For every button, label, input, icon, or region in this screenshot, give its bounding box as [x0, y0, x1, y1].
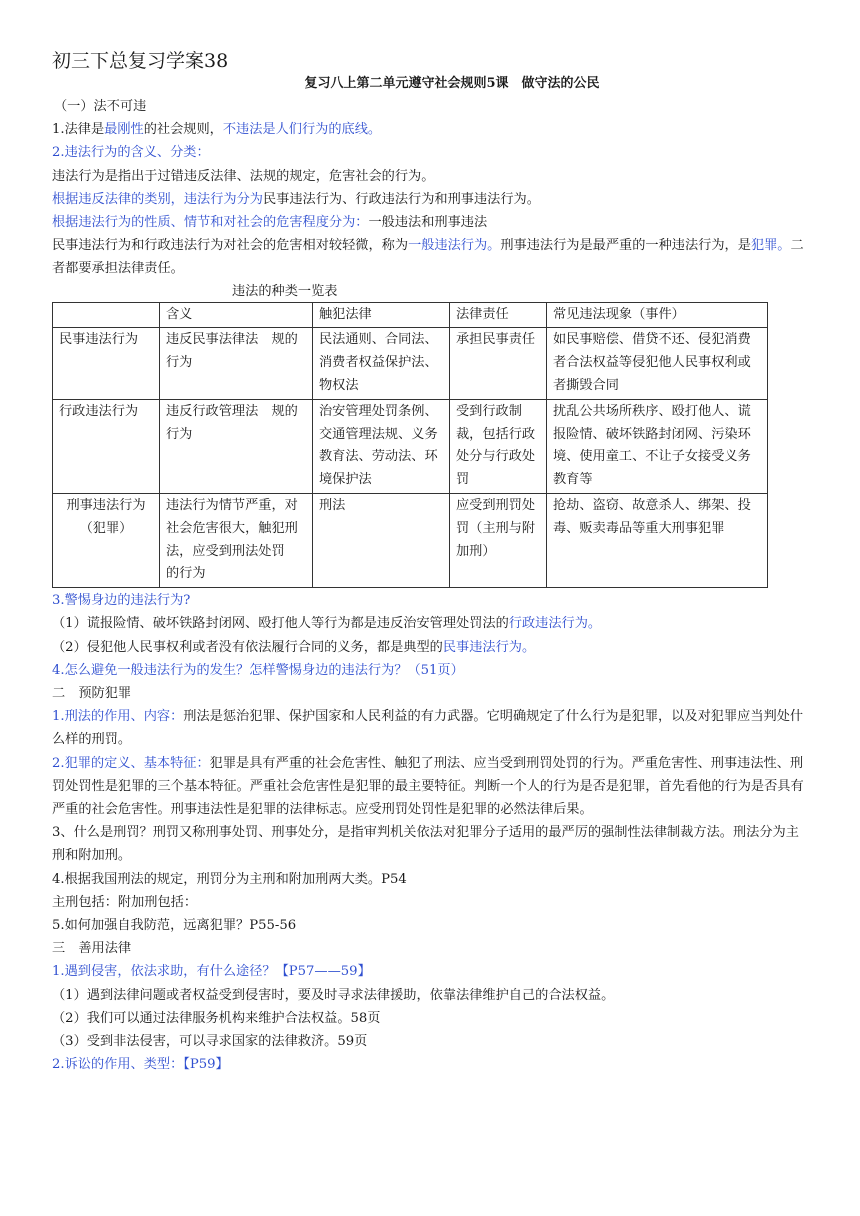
section-3-heading: 三 善用法律 [52, 941, 132, 957]
legal-help-item-1: （1）遇到法律问题或者权益受到侵害时，要及时寻求法律援助，依靠法律维护自己的合法权益。 [52, 987, 615, 1003]
table-row [53, 328, 768, 399]
table-header-cell: 触犯法律 [313, 302, 450, 328]
table-cell: 刑法 [313, 494, 450, 588]
table-header-cell [53, 302, 160, 328]
question-4-heading: 4.怎么避免一般违法行为的发生？怎样警惕身边的违法行为？（51页） [52, 662, 464, 678]
crime-definition: 2.犯罪的定义、基本特征：犯罪是具有严重的社会危害性、触犯了刑法、应当受到刑罚处罚的行为。严重危害性、刑事违法性、刑罚处罚性是犯罪的三个基本特征。严重社会危害性是犯罪的最主要特征。判断一个人的行为是否是犯罪，首先看他的行为是否具有严重的社会危害性。刑事违法性是犯罪的法律标志。应受刑罚处罚性是犯罪的必然法律后果。 [52, 755, 804, 818]
question-3-heading: 3.警惕身边的违法行为? [52, 593, 191, 609]
table-cell: 民事违法行为 [53, 328, 160, 399]
question-2-heading: 2.违法行为的含义、分类： [52, 145, 210, 161]
definition-text: 违法行为是指出于过错违反法律、法规的规定，危害社会的行为。 [52, 168, 435, 184]
table-row [53, 494, 768, 588]
table-cell: 扰乱公共场所秩序、殴打他人、谎报险情、破坏铁路封闭网、污染环境、使用童工、不让子女接受义务教育等 [547, 399, 768, 493]
table-cell: 违反行政管理法 规的行为 [160, 399, 313, 493]
table-header-cell: 法律责任 [450, 302, 547, 328]
table-cell: 行政违法行为 [53, 399, 160, 493]
section-1-heading: （一）法不可违 [54, 99, 147, 114]
table-header-row [53, 302, 768, 328]
legal-help-question: 1.遇到侵害，依法求助，有什么途径？【P57——59】 [52, 964, 371, 980]
table-cell: 抢劫、盗窃、故意杀人、绑架、投毒、贩卖毒品等重大刑事犯罪 [547, 494, 768, 588]
table-header-cell: 常见违法现象（事件） [547, 302, 768, 328]
punishment-types: 4.根据我国刑法的规定，刑罚分为主刑和附加刑两大类。P54 [52, 871, 407, 887]
table-cell: 治安管理处罚条例、交通管理法规、义务教育法、劳动法、环境保护法 [313, 399, 450, 493]
table-cell: 如民事赔偿、借贷不还、侵犯消费者合法权益等侵犯他人民事权利或者撕毁合同 [547, 328, 768, 399]
punishment-definition: 3、什么是刑罚？刑罚又称刑事处罚、刑事处分，是指审判机关依法对犯罪分子适用的最严厉的强制性法律制裁方法。刑法分为主刑和附加刑。 [52, 825, 799, 864]
table-cell: 民法通则、合同法、消费者权益保护法、物权法 [313, 328, 450, 399]
table-header-cell: 含义 [160, 302, 313, 328]
table-row [53, 399, 768, 493]
table-caption: 违法的种类一览表 [232, 283, 338, 299]
classification-by-severity: 根据违法行为的性质、情节和对社会的危害程度分为：一般违法和刑事违法 [52, 215, 488, 231]
offense-type-table [52, 302, 768, 589]
question-3-item-1: （1）谎报险情、破坏铁路封闭网、殴打他人等行为都是违反治安管理处罚法的行政违法行为。 [52, 616, 602, 632]
table-cell: 受到行政制裁，包括行政处分与行政处罚 [450, 399, 547, 493]
document-page [52, 48, 812, 1076]
self-protection-question: 5.如何加强自我防范，远离犯罪？P55-56 [52, 918, 297, 934]
classification-by-law: 根据违反法律的类别，违法行为分为民事违法行为、行政违法行为和刑事违法行为。 [52, 191, 540, 207]
litigation-question: 2.诉讼的作用、类型：【P59】 [52, 1057, 229, 1073]
punishment-fill-in: 主刑包括：附加刑包括： [52, 894, 198, 910]
comparison-paragraph: 民事违法行为和行政违法行为对社会的危害相对较轻微，称为一般违法行为。刑事违法行为是最严重的一种违法行为，是犯罪。二者都要承担法律责任。 [52, 238, 804, 277]
table-cell: 应受到刑罚处罚（主刑与附加刑） [450, 494, 547, 588]
table-cell: 刑事违法行为（犯罪） [53, 494, 160, 588]
section-2-heading: 二 预防犯罪 [52, 686, 132, 701]
question-3-item-2: （2）侵犯他人民事权利或者没有依法履行合同的义务，都是典型的民事违法行为。 [52, 639, 536, 655]
legal-help-item-3: （3）受到非法侵害，可以寻求国家的法律救济。59页 [52, 1034, 368, 1050]
criminal-law-function: 1.刑法的作用、内容：刑法是惩治犯罪、保护国家和人民利益的有力武器。它明确规定了什么行为是犯罪，以及对犯罪应当判处什么样的刑罚。 [52, 709, 804, 748]
legal-help-item-2: （2）我们可以通过法律服务机构来维护合法权益。58页 [52, 1010, 381, 1026]
lesson-subtitle: 复习八上第二单元遵守社会规则5课 做守法的公民 [304, 76, 600, 91]
table-cell: 承担民事责任 [450, 328, 547, 399]
page-title: 初三下总复习学案38 [52, 50, 229, 72]
table-cell: 违法行为情节严重，对社会危害很大，触犯刑法，应受到刑法处罚 的行为 [160, 494, 313, 588]
point-1: 1.法律是最刚性的社会规则，不违法是人们行为的底线。 [52, 122, 382, 138]
table-cell: 违反民事法律法 规的行为 [160, 328, 313, 399]
